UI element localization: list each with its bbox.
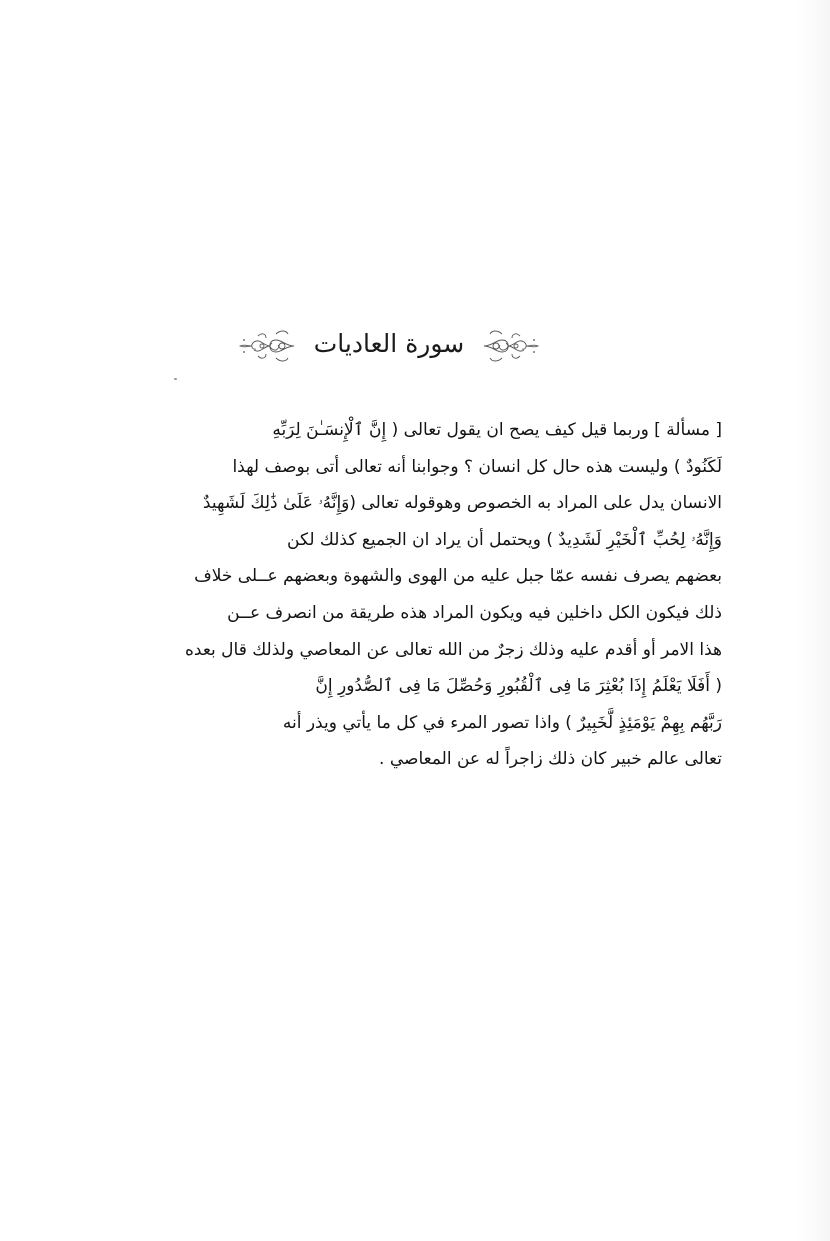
text-line: وَإِنَّهُۥ لِحُبِّ ٱلْخَيْرِ لَشَدِيدٌ ) ويحتمل أن يراد ان الجميع كذلك لكن [287, 529, 722, 550]
text-line: الانسان يدل على المراد به الخصوص وهوقوله تعالى (وَإِنَّهُۥ عَلَىٰ ذَٰلِكَ لَشَهِيدٌ [202, 493, 722, 514]
left-ornament-icon [236, 318, 296, 374]
text-line: رَبَّهُم بِهِمْ يَوْمَئِذٍ لَّخَبِيرٌ ) واذا تصور المرء في كل ما يأتي ويذر أنه [282, 712, 722, 733]
surah-header [236, 318, 542, 374]
text-line: ذلك فيكون الكل داخلين فيه ويكون المراد هذه طريقة من انصرف عــن [227, 602, 722, 623]
text-line: تعالى عالم خبير كان ذلك زاجراً له عن المعاصي . [379, 749, 722, 770]
page-edge-shadow [796, 0, 830, 1241]
text-line: هذا الامر أو أقدم عليه وذلك زجرٌ من الله تعالى عن المعاصي ولذلك قال بعده [185, 639, 722, 660]
text-line: بعضهم يصرف نفسه عمّا جبل عليه من الهوى والشهوة وبعضهم عــلى خلاف [194, 566, 722, 587]
text-line: لَكَنُودٌ ) وليست هذه حال كل انسان ؟ وجوابنا أنه تعالى أتى بوصف لهذا [232, 456, 722, 477]
surah-title: سورة العاديات [313, 329, 465, 358]
text-line: ( أَفَلَا يَعْلَمُ إِذَا بُعْثِرَ مَا فِى ٱلْقُبُورِ وَحُصِّلَ مَا فِى ٱلصُّدُورِ إِنَّ [315, 676, 722, 697]
commentary-paragraph [104, 412, 722, 778]
scan-speck [174, 378, 177, 380]
text-line: [ مسألة ] وربما قيل كيف يصح ان يقول تعالى ( إِنَّ ٱلْإِنسَـٰنَ لِرَبِّهِ [272, 420, 722, 440]
right-ornament-icon [482, 318, 542, 374]
